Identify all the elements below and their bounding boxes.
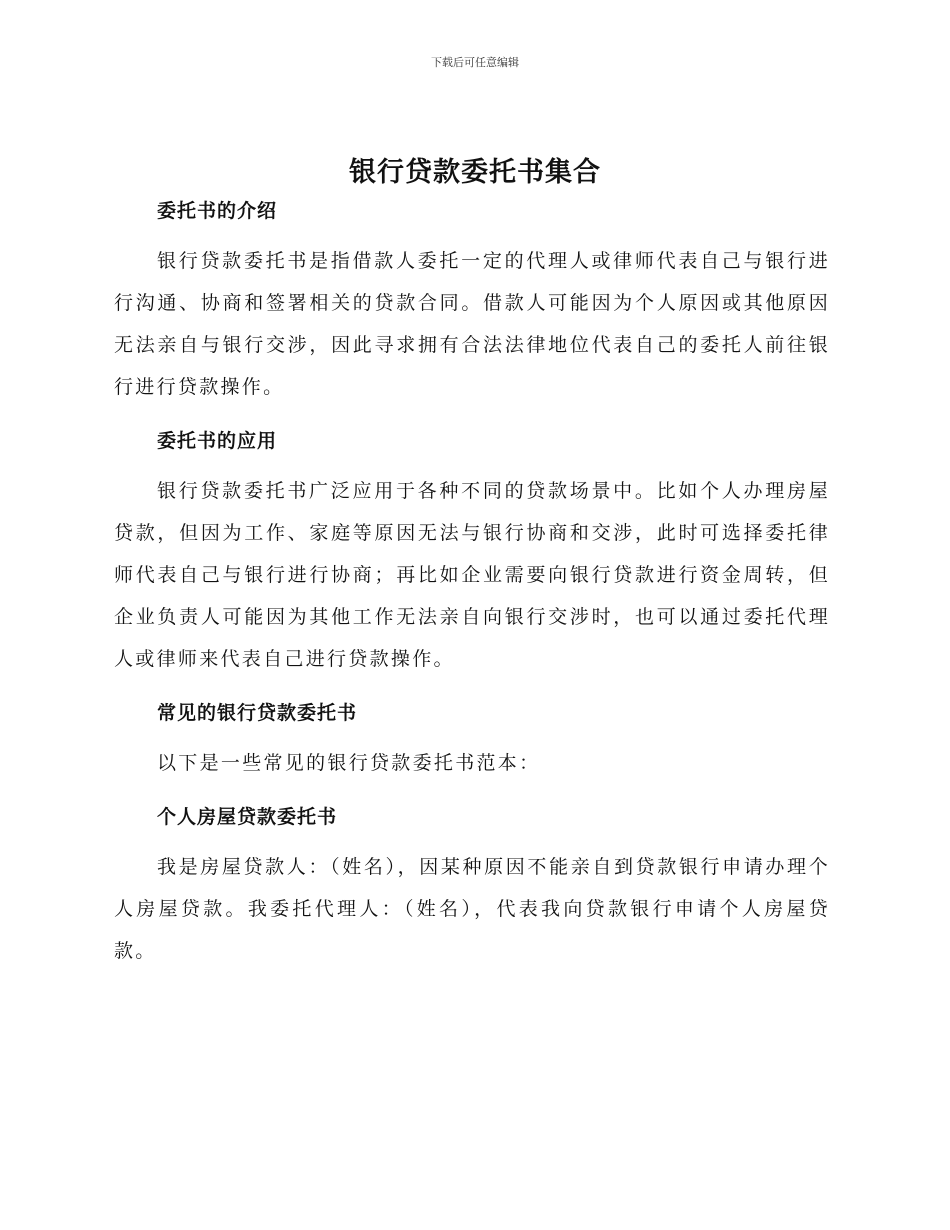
- page-header-note: 下载后可任意编辑: [431, 56, 519, 69]
- section-heading-common-templates: 常见的银行贷款委托书: [157, 702, 358, 724]
- document-body: [114, 196, 830, 972]
- document-title: 银行贷款委托书集合: [349, 157, 601, 188]
- section-paragraph-personal-mortgage: 我是房屋贷款人：（姓名），因某种原因不能亲自到贷款银行申请办理个人房屋贷款。我委托代理人：（姓名），代表我向贷款银行申请个人房屋贷款。: [114, 856, 830, 962]
- section-paragraph-common-templates: 以下是一些常见的银行贷款委托书范本：: [157, 752, 541, 774]
- section-heading-personal-mortgage: 个人房屋贷款委托书: [157, 806, 338, 828]
- section-heading-application: 委托书的应用: [157, 430, 278, 452]
- section-paragraph-application: 银行贷款委托书广泛应用于各种不同的贷款场景中。比如个人办理房屋贷款，但因为工作、家庭等原因无法与银行协商和交涉，此时可选择委托律师代表自己与银行进行协商；再比如企业需要向银行贷款进行资金周转，但企业负责人可能因为其他工作无法亲自向银行交涉时，也可以通过委托代理人或律师来代表自己进行贷款操作。: [114, 480, 830, 670]
- section-heading-introduction: 委托书的介绍: [157, 200, 278, 222]
- section-paragraph-introduction: 银行贷款委托书是指借款人委托一定的代理人或律师代表自己与银行进行沟通、协商和签署相关的贷款合同。借款人可能因为个人原因或其他原因无法亲自与银行交涉，因此寻求拥有合法法律地位代表自己的委托人前往银行进行贷款操作。: [114, 250, 830, 398]
